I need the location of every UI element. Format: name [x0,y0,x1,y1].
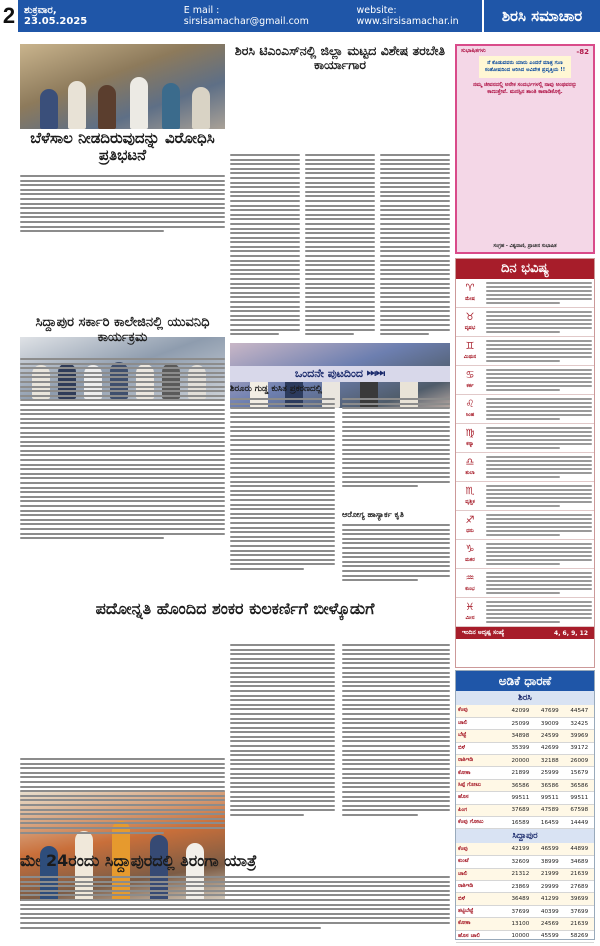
market-cell: 34898 [506,730,535,742]
zodiac-icon: ♓ [465,602,475,613]
lucky-numbers: 4, 6, 9, 12 [554,629,588,637]
zodiac-icon: ♊ [465,341,475,352]
market-cell: 99511 [506,792,535,804]
a4-subhead: ಶಿರೂರು ಗುಡ್ಡ ಕುಸಿತ ಪ್ರಕರಣದಲ್ಲಿ [230,384,322,394]
horoscope-sign [456,569,484,597]
market-cell: ಬಿಳೆ [456,742,506,754]
horoscope-text [484,569,594,597]
market-cell: 39009 [535,717,564,729]
market-cell: 36586 [535,779,564,791]
horoscope-sign [456,308,484,336]
zodiac-name: ಕುಂಭ [465,586,475,592]
market-cell: 32425 [565,717,594,729]
a5-body-left [20,758,225,848]
zodiac-name: ವೃಷಭ [464,325,476,331]
horoscope-sign [456,598,484,626]
zodiac-icon: ♉ [465,312,475,323]
market-cell: ರಾಶಿಇಡಿ [456,881,506,893]
a6-body-text [20,876,450,938]
lucky-number-bar [456,627,594,639]
zodiac-name: ಕರ್ಕ [466,383,474,389]
masthead: ಶಿರಸಿ ಸಮಾಚಾರ [482,0,600,32]
a4-body-left [230,398,335,598]
market-cell: 21312 [506,868,535,880]
zodiac-icon: ♍ [465,428,475,439]
market-cell: ರಾಶಿಇಡಿ [456,755,506,767]
market-cell: 42099 [506,705,535,717]
horoscope-sign [456,511,484,539]
market-cell: 42699 [535,742,564,754]
a5-body-right [342,644,450,849]
horoscope-row [456,482,594,511]
zodiac-name: ಮಕರ [465,557,475,563]
horoscope-text [484,482,594,510]
market-cell: 45599 [535,930,564,942]
market-row [456,856,594,868]
market-cell: 27689 [565,881,594,893]
market-sirsi-label: ಶಿರಸಿ [456,691,594,705]
market-cell: ಬಿಳೆ [456,893,506,905]
website-text: website: www.sirsisamachar.in [356,5,459,27]
aroga-body [342,524,450,598]
market-row [456,792,594,804]
market-cell: 20000 [506,755,535,767]
market-row [456,843,594,855]
market-title: ಅಡಿಕೆ ಧಾರಣೆ [456,671,594,691]
market-cell: ಕೆಂಪು [456,705,506,717]
market-cell: 39699 [565,893,594,905]
zodiac-icon: ♒ [465,573,475,584]
market-cell: 36586 [565,779,594,791]
photo-protest [20,44,225,129]
lucky-label: ಇಂದಿನ ಅದೃಷ್ಟ ಸಂಖ್ಯೆ [462,629,505,636]
horoscope-row [456,569,594,598]
horoscope-sign [456,424,484,452]
a5-headline: ಪದೋನ್ನತಿ ಹೊಂದಿದ ಶಂಕರ ಕುಲಕರ್ಣಿಗೆ ಬೀಳ್ಕೊಡುಗೆ [95,599,375,618]
issue-date: ಶುಕ್ರವಾರ, 23.05.2025 [24,5,88,27]
market-cell: 99511 [565,792,594,804]
market-cell: 44899 [565,843,594,855]
horoscope-row [456,453,594,482]
market-cell: 99511 [535,792,564,804]
a6-headline: ಮೇ 24ರಂದು ಸಿದ್ದಾಪುರದಲ್ಲಿ ತಿರಂಗಾ ಯಾತ್ರೆ [20,851,257,870]
ad-number: -82 [576,48,589,56]
zodiac-name: ಮೇಷ [465,296,475,302]
market-cell: ಚಾಲಿ [456,717,506,729]
market-cell: ಹೊಸ [456,792,506,804]
zodiac-icon: ♋ [465,370,475,381]
a4-body-right [342,398,450,506]
market-cell: 32188 [535,755,564,767]
market-cell: 13100 [506,918,535,930]
horoscope-title: ದಿನ ಭವಿಷ್ಯ [456,259,594,279]
market-cell: 36586 [506,779,535,791]
zodiac-name: ತುಲಾ [465,470,475,476]
zodiac-name: ಧನು [466,528,474,534]
zodiac-icon: ♏ [465,486,475,497]
market-cell: ಕುಂಟೆ [456,856,506,868]
aroga-subhead: ಆರೋಗ್ಯ ಹಾಸ್ಯಾರ್ಕ ಕೃತಿ [342,510,404,519]
market-row [456,779,594,791]
market-siddapur-label: ಸಿದ್ದಾಪುರ [456,829,594,843]
market-cell: ಸಿಪ್ಪೆ ಗೋಟು [456,779,506,791]
market-cell: ಪಿಂಗ [456,804,506,816]
horoscope-sign [456,279,484,307]
market-cell: 37699 [565,905,594,917]
horoscope-row [456,598,594,627]
horoscope-text [484,279,594,307]
market-row [456,755,594,767]
market-cell: 35399 [506,742,535,754]
market-cell: 41299 [535,893,564,905]
continued-section-title: ಒಂದನೇ ಪುಟದಿಂದ ⏭⏭ [230,366,450,382]
market-cell: 10000 [506,930,535,942]
quote-ad-box [455,44,595,254]
horoscope-text [484,540,594,568]
date-bar [18,0,482,32]
market-row [456,918,594,930]
horoscope-text [484,424,594,452]
market-cell: 25099 [506,717,535,729]
market-cell: 46599 [535,843,564,855]
horoscope-sign [456,540,484,568]
zodiac-icon: ♌ [465,399,475,410]
market-row [456,893,594,905]
zodiac-name: ವೃಶ್ಚಿಕ [465,499,475,505]
market-row [456,881,594,893]
market-row [456,742,594,754]
horoscope-text [484,366,594,394]
horoscope-row [456,366,594,395]
horoscope-panel [455,258,595,668]
horoscope-row [456,540,594,569]
horoscope-row [456,395,594,424]
horoscope-row [456,511,594,540]
market-cell: 36489 [506,893,535,905]
market-row [456,804,594,816]
a3-body-text [20,358,225,568]
market-cell: 44547 [565,705,594,717]
market-cell: 24569 [535,918,564,930]
market-cell: 16459 [535,817,564,829]
market-cell: 67598 [565,804,594,816]
market-cell: 16589 [506,817,535,829]
market-cell: ತಟ್ಟಿಬೆಟ್ಟೆ [456,905,506,917]
zodiac-name: ಸಿಂಹ [465,412,475,418]
ad-quote: ನೆ ಕೊಡುವವರು ಯಾರು ಎಂದರೆ ಮಾತ್ರ ಗುಣ ಸಂತೋಷದಿಂದ ಆರಿಸಿದ ಅವಿವೇಕ ಪ್ರವೃತ್ತಿಯ !! [479,56,571,78]
market-row [456,705,594,717]
email-text: E mail : sirsisamachar@gmail.com [183,5,309,27]
zodiac-icon: ♑ [465,544,475,555]
market-row [456,868,594,880]
horoscope-text [484,511,594,539]
market-cell: 21899 [506,767,535,779]
market-cell: 25999 [535,767,564,779]
market-cell: 47699 [535,705,564,717]
market-cell: 39172 [565,742,594,754]
horoscope-row [456,308,594,337]
ad-footer: ಸಂಗ್ರಹ - ವಿಶ್ವವಾಣಿ, ಪ್ರಾಚೀನ ಸುಭಾಷಿತ [493,244,557,249]
market-row [456,930,594,942]
horoscope-sign [456,453,484,481]
market-row [456,905,594,917]
market-cell: ಕೋಕಾ [456,767,506,779]
market-cell: ಹೊಸ ಚಾಲಿ [456,930,506,942]
a3-headline: ಸಿದ್ದಾಪುರ ಸರ್ಕಾರಿ ಕಾಲೇಜಿನಲ್ಲಿ ಯುವನಿಧಿ ಕಾರ್ಯಕ್ರಮ [35,315,210,345]
horoscope-sign [456,337,484,365]
a2-headline: ಶಿರಸಿ ಟಿಎಂಎಸ್‌ನಲ್ಲಿ ಜಿಲ್ಲಾ ಮಟ್ಟದ ವಿಶೇಷ ತರಬೇತಿ ಕಾರ್ಯಾಗಾರ [234,43,446,73]
horoscope-list [456,279,594,627]
horoscope-text [484,337,594,365]
horoscope-text [484,598,594,626]
market-cell: ಚಾಲಿ [456,868,506,880]
ad-body: ನಮ್ಮ ಜೀವನದಲ್ಲಿ ಅನೇಕ ಸಂದರ್ಭಗಳಲ್ಲಿ ನಾವು ಅಂಥವರನ್ನು ಕಾಣುತ್ತೇವೆ. ಮನಸ್ಸಿನ ಶಾಂತಿ ಕಾಪಾಡಿಕೊಳ್ಳಿ. [473,82,577,96]
market-panel [455,670,595,940]
a1-headline: ಬೆಳೆಸಾಲ ನೀಡದಿರುವುದನ್ನು ವಿರೋಧಿಸಿ ಪ್ರತಿಭಟನೆ [30,129,215,165]
market-cell: ಕೆಂಪು [456,843,506,855]
horoscope-sign [456,395,484,423]
a1-body-text [20,175,225,245]
horoscope-text [484,308,594,336]
market-cell: 26009 [565,755,594,767]
horoscope-row [456,337,594,366]
market-row [456,730,594,742]
market-row [456,817,594,829]
market-cell: 38999 [535,856,564,868]
zodiac-icon: ♈ [465,283,475,294]
a2-body-text [230,154,300,364]
market-cell: 39969 [565,730,594,742]
market-cell: 34689 [565,856,594,868]
zodiac-name: ಮಿಥುನ [463,354,477,360]
a2-body-text-3 [380,154,450,364]
market-cell: 24599 [535,730,564,742]
market-cell: 15679 [565,767,594,779]
horoscope-row [456,279,594,308]
a2-body-text-2 [305,154,375,364]
zodiac-name: ಮೀನ [465,615,475,621]
ad-tag: ಸುಭಾಷಿತಗಳು [461,48,486,54]
zodiac-name: ಕನ್ಯಾ [466,441,474,447]
market-row [456,767,594,779]
market-row [456,717,594,729]
market-cell: 40399 [535,905,564,917]
page-number: 2 [0,0,18,32]
top-bar [0,0,600,32]
horoscope-text [484,453,594,481]
zodiac-icon: ♎ [465,457,475,468]
zodiac-icon: ♐ [465,515,475,526]
market-cell: 14449 [565,817,594,829]
market-cell: 32609 [506,856,535,868]
market-cell: 21639 [565,868,594,880]
horoscope-text [484,395,594,423]
market-cell: 37699 [506,905,535,917]
market-cell: ಕೆಂಪು ಗೋಟು [456,817,506,829]
market-cell: 58269 [565,930,594,942]
horoscope-row [456,424,594,453]
market-sirsi-table [456,705,594,829]
a5-body-mid [230,644,335,849]
market-cell: ಕೋಕಾ [456,918,506,930]
market-cell: 37689 [506,804,535,816]
market-cell: 23869 [506,881,535,893]
market-siddapur-table [456,843,594,943]
market-cell: 47589 [535,804,564,816]
market-cell: 21639 [565,918,594,930]
horoscope-sign [456,366,484,394]
market-cell: 42199 [506,843,535,855]
market-cell: 29999 [535,881,564,893]
market-cell: 21999 [535,868,564,880]
market-cell: ಬೆಟ್ಟೆ [456,730,506,742]
horoscope-sign [456,482,484,510]
